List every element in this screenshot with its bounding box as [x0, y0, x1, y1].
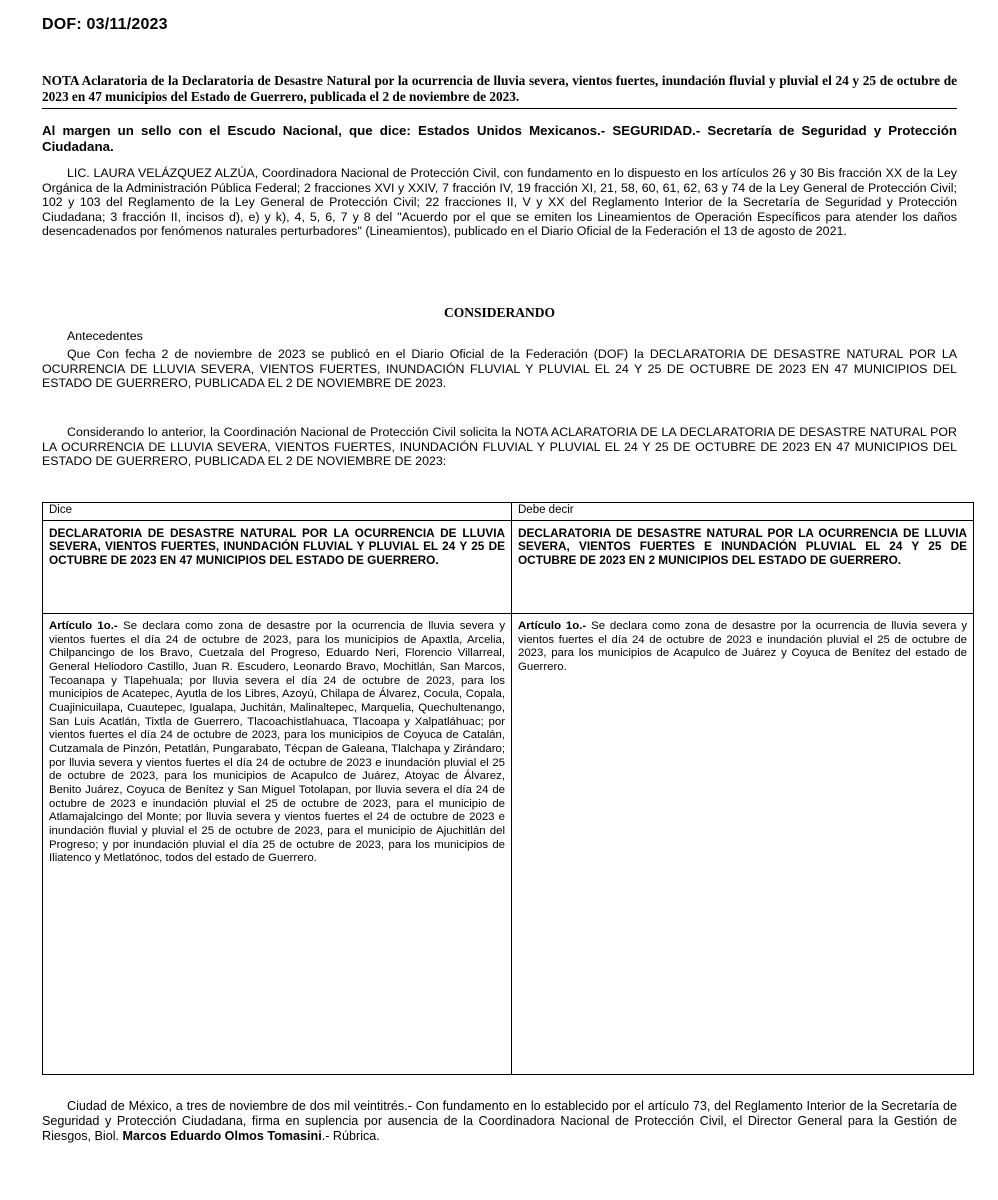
column-header-debe-decir: Debe decir [512, 503, 974, 521]
dice-article-cell [43, 614, 512, 1075]
table-article-row [43, 614, 974, 1075]
table-title-row [43, 521, 974, 614]
article-label: Artículo 1o.- [518, 620, 587, 632]
column-header-dice: Dice [43, 503, 512, 521]
preamble-paragraph: LIC. LAURA VELÁZQUEZ ALZÚA, Coordinadora Nacional de Protección Civil, con fundamento en lo dispuesto en los artículos 26 y 30 Bis fracción XX de la Ley Orgánica de la Administración Pública Federal; 2 fracciones XVI y XXIV, 7 fracción IV, 19 fracción XI, 21, 58, 60, 61, 62, 63 y 74 de la Ley General de Protección Civil; 102 y 103 del Reglamento de la Ley General de Protección Civil; 22 fracciones II, V y XX del Reglamento Interior de la Secretaría de Seguridad y Protección Ciudadana; 3 fracción II, incisos d), e) y k), 4, 5, 6, 7 y 8 del "Acuerdo por el que se emiten los Lineamientos de Operación Específicos para atender los daños desencadenados por fenómenos naturales perturbadores" (Lineamientos), publicado en el Diario Oficial de la Federación el 13 de agosto de 2021. [42, 166, 957, 238]
margin-note: Al margen un sello con el Escudo Nacional, que dice: Estados Unidos Mexicanos.- SEGURIDAD.- Secretaría de Seguridad y Protección Ciudadana. [42, 123, 957, 154]
title-divider [42, 108, 957, 109]
closing-paragraph [42, 1099, 957, 1144]
antecedentes-subheading: Antecedentes [67, 329, 143, 343]
article-label: Artículo 1o.- [49, 620, 118, 632]
closing-suffix: .- Rúbrica. [321, 1129, 380, 1143]
debe-decir-article-cell [512, 614, 974, 1075]
dof-date: DOF: 03/11/2023 [42, 16, 168, 33]
signer-name: Marcos Eduardo Olmos Tomasini [122, 1129, 322, 1143]
amendment-table [42, 502, 974, 1075]
considerando-heading: CONSIDERANDO [443, 305, 555, 320]
dice-title-cell: DECLARATORIA DE DESASTRE NATURAL POR LA OCURRENCIA DE LLUVIA SEVERA, VIENTOS FUERTES, INUNDACIÓN FLUVIAL Y PLUVIAL EL 24 Y 25 DE OCTUBRE DE 2023 EN 47 MUNICIPIOS DEL ESTADO DE GUERRERO. [43, 521, 512, 614]
dice-article-text: Se declara como zona de desastre por la ocurrencia de lluvia severa y vientos fuertes el día 24 de octubre de 2023, para los municipios de Apaxtla, Arcelia, Chilpancingo de los Bravo, Cuetzala del Progreso, Eduardo Neri, Florencio Villarreal, General Heliodoro Castillo, Juan R. Escudero, Leonardo Bravo, Mochitlán, San Marcos, Tecoanapa y Tlapehuala; por lluvia severa el día 24 de octubre de 2023, para los municipios de Acatepec, Ayutla de los Libres, Azoyú, Chilapa de Álvarez, Cocula, Copala, Cuajinicuilapa, Cuautepec, Igualapa, Juchitán, Malinaltepec, Marquelia, Quechultenango, San Luis Acatlán, Tixtla de Guerrero, Tlacoachistlahuaca, Tlacoapa y Xalpatláhuac; por vientos fuertes el día 24 de octubre de 2023, para los municipios de Coyuca de Catalán, Cutzamala de Pinzón, Petatlán, Pungarabato, Técpan de Galeana, Tlalchapa y Zirándaro; por lluvia severa y vientos fuertes el día 24 de octubre de 2023 e inundación pluvial el 25 de octubre de 2023, para los municipios de Acapulco de Juárez, Atoyac de Álvarez, Benito Juárez, Coyuca de Benítez y San Miguel Totolapan, por lluvia severa el día 24 de octubre de 2023 e inundación pluvial el 25 de octubre de 2023, para el municipio de Atlamajalcingo del Monte; por lluvia severa y vientos fuertes el 24 de octubre de 2023 e inundación fluvial y pluvial el 25 de octubre de 2023, para el municipio de Ajuchitlán del Progreso; y por inundación pluvial el día 25 de octubre de 2023, para los municipios de Iliatenco y Metlatónoc, todos del estado de Guerrero. [49, 620, 506, 865]
closing-text: Ciudad de México, a tres de noviembre de dos mil veintitrés.- Con fundamento en lo establecido por el artículo 73, del Reglamento Interior de la Secretaría de Seguridad y Protección Ciudadana, firma en suplencia por ausencia de la Coordinadora Nacional de Protección Civil, el Director General para la Gestión de Riesgos, Biol. [42, 1099, 957, 1143]
debe-decir-article-text: Se declara como zona de desastre por la ocurrencia de lluvia severa y vientos fuertes el día 24 de octubre de 2023 e inundación pluvial el 25 de octubre de 2023, para los municipios de Acapulco de Juárez y Coyuca de Benítez del estado de Guerrero. [518, 620, 968, 673]
considerando-paragraph-2: Considerando lo anterior, la Coordinación Nacional de Protección Civil solicita la NOTA ACLARATORIA DE LA DECLARATORIA DE DESASTRE NATURAL POR LA OCURRENCIA DE LLUVIA SEVERA, VIENTOS FUERTES, INUNDACIÓN FLUVIAL Y PLUVIAL EL 24 Y 25 DE OCTUBRE DE 2023 EN 47 MUNICIPIOS DEL ESTADO DE GUERRERO, PUBLICADA EL 2 DE NOVIEMBRE DE 2023: [42, 425, 957, 468]
note-title: NOTA Aclaratoria de la Declaratoria de Desastre Natural por la ocurrencia de lluvia severa, vientos fuertes, inundación fluvial y pluvial el 24 y 25 de octubre de 2023 en 47 municipios del Estado de Guerrero, publicada el 2 de noviembre de 2023. [42, 73, 957, 104]
table-header-row [43, 503, 974, 521]
considerando-paragraph-1: Que Con fecha 2 de noviembre de 2023 se publicó en el Diario Oficial de la Federación (DOF) la DECLARATORIA DE DESASTRE NATURAL POR LA OCURRENCIA DE LLUVIA SEVERA, VIENTOS FUERTES, INUNDACIÓN FLUVIAL Y PLUVIAL EL 24 Y 25 DE OCTUBRE DE 2023 EN 47 MUNICIPIOS DEL ESTADO DE GUERRERO, PUBLICADA EL 2 DE NOVIEMBRE DE 2023. [42, 347, 957, 390]
debe-decir-title-cell: DECLARATORIA DE DESASTRE NATURAL POR LA OCURRENCIA DE LLUVIA SEVERA, VIENTOS FUERTES E INUNDACIÓN PLUVIAL EL 24 Y 25 DE OCTUBRE DE 2023 EN 2 MUNICIPIOS DEL ESTADO DE GUERRERO. [512, 521, 974, 614]
